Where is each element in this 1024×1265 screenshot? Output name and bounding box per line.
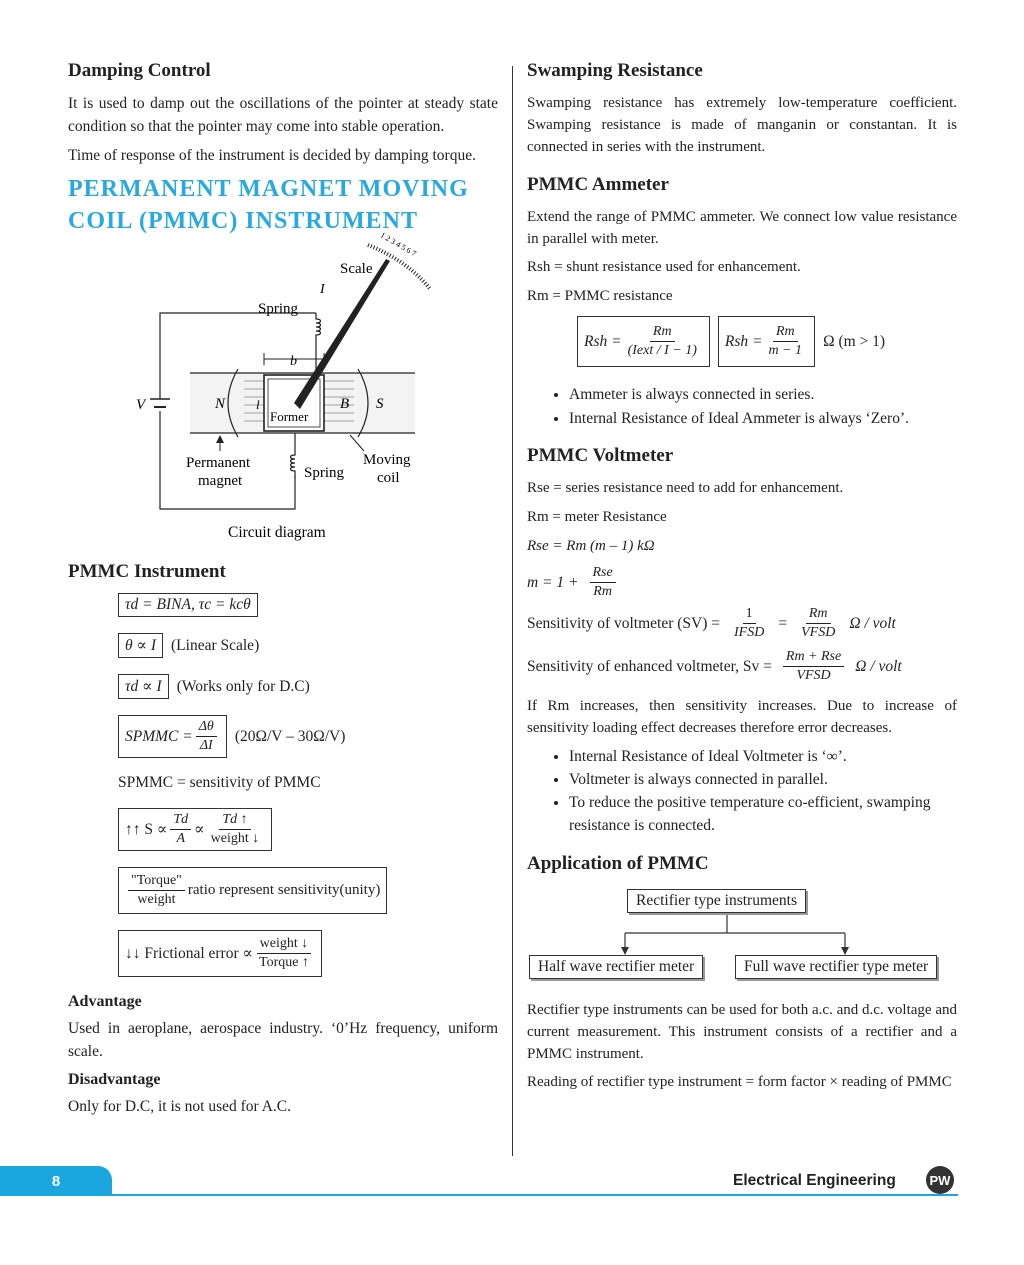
rectifier-text: Rectifier type instruments can be used for both a.c. and d.c. voltage and current measurement. This instrument consists of a rectifier and a PMMC instrument. — [527, 1002, 957, 1062]
scale-arc — [368, 245, 430, 289]
formula-dc-only: τd ∝ I (Works only for D.C) — [68, 674, 498, 699]
column-divider — [512, 66, 513, 1156]
label-magnet: magnet — [198, 473, 243, 489]
voltmeter-sensitivity-formula: Sensitivity of voltmeter (SV) = $\frac{1}{\text{IFSD}}$ = $\frac{Rm}{\text{VFSD}}$ Ω / volt — [527, 606, 896, 640]
label-permanent: Permanent — [186, 455, 251, 471]
disadvantage-title: Disadvantage — [68, 1071, 161, 1088]
damping-paragraph-1: It is used to damp out the oscillations of the pointer at steady state condition so that the pointer may come into stable operation. — [68, 95, 498, 135]
pmmc-section-title: PERMANENT MAGNET MOVING COIL (PMMC) INSTRUMENT — [68, 176, 469, 234]
ammeter-bullets — [527, 383, 957, 431]
flow-top-box: Rectifier type instruments — [627, 889, 806, 913]
disadvantage-text: Only for D.C, it is not used for A.C. — [68, 1098, 292, 1115]
label-moving: Moving — [363, 452, 411, 468]
swamping-text: Swamping resistance has extremely low-temperature coefficient. Swamping resistance is made of manganin or constantan. It is connected in series with the instrument. — [527, 95, 957, 155]
sensitivity-text: If Rm increases, then sensitivity increases. Due to increase of sensitivity loading effect decreases therefore error decreases. — [527, 698, 957, 736]
page-number: 8 — [0, 1166, 112, 1196]
application-flowchart — [527, 885, 957, 985]
scale-ticks: 1 2 3 4 5 6 7 — [378, 230, 418, 259]
m-formula: m = 1 + $\frac{\text{Rse}}{Rm}$ — [527, 564, 957, 601]
ammeter-text: Extend the range of PMMC ammeter. We connect low value resistance in parallel with meter. — [527, 209, 957, 247]
label-spring-top: Spring — [258, 301, 299, 317]
label-current: I — [320, 282, 325, 297]
list-item: • Ammeter is always connected in series. — [569, 383, 957, 407]
voltmeter-title: PMMC Voltmeter — [527, 445, 674, 466]
voltmeter-bullets — [527, 745, 957, 837]
reading-text: Reading of rectifier type instrument = form factor × reading of PMMC — [527, 1074, 952, 1090]
pmmc-circuit-diagram — [68, 230, 498, 551]
label-spring-bottom: Spring — [304, 465, 345, 481]
rm-definition-2: Rm = meter Resistance — [527, 509, 667, 525]
label-former: Former — [270, 409, 309, 424]
formula-torque-weight: $\frac{\text{"Torque"}}{\text{weight}}$ ratio represent sensitivity(unity) — [68, 867, 498, 914]
formula-torque: τd = BINA, τc = kcθ — [68, 593, 498, 617]
shunt-formulas: Rsh = $\frac{Rm}{\text{(Iext / I − 1)}}$ Rsh = $\frac{Rm}{m - 1}$ Ω (m > 1) — [527, 316, 957, 367]
label-scale: Scale — [340, 261, 373, 277]
rm-definition: Rm = PMMC resistance — [527, 288, 673, 304]
footer-rule — [112, 1194, 958, 1196]
advantage-title: Advantage — [68, 993, 142, 1010]
damping-paragraph-2: Time of response of the instrument is decided by damping torque. — [68, 147, 476, 164]
list-item: • Voltmeter is always connected in parallel. — [569, 768, 957, 791]
label-b-field: B — [340, 396, 350, 412]
list-item: • Internal Resistance of Ideal Voltmeter is ‘∞’. — [569, 745, 957, 768]
formula-frictional-error: ↓↓ Frictional error ∝ $\frac{\text{weight ↓}}{\text{Torque ↑}}$ — [68, 930, 498, 977]
formula-sensitivity: SPMMC = $\frac{\Delta\theta}{\Delta I}$ (20Ω/V – 30Ω/V) — [68, 715, 498, 758]
spring-bottom — [291, 433, 296, 478]
sensitivity-definition: SPMMC = sensitivity of PMMC — [118, 774, 321, 791]
formula-linear-scale: θ ∝ I (Linear Scale) — [68, 633, 498, 658]
label-b: b — [290, 354, 297, 369]
right-column — [527, 60, 957, 1099]
enhanced-sensitivity-formula: Sensitivity of enhanced voltmeter, Sv = $\frac{\text{Rm + Rse}}{\text{VFSD}}$ Ω / volt — [527, 649, 902, 683]
label-l: l — [256, 397, 260, 412]
flow-right-box: Full wave rectifier type meter — [735, 955, 937, 979]
application-title: Application of PMMC — [527, 853, 709, 874]
label-v: V — [136, 397, 146, 413]
flow-left-box: Half wave rectifier meter — [529, 955, 703, 979]
damping-title: Damping Control — [68, 60, 211, 81]
left-column — [68, 60, 498, 1124]
rse-formula: Rse = Rm (m – 1) kΩ — [527, 538, 655, 554]
list-item: • Internal Resistance of Ideal Ammeter is always ‘Zero’. — [569, 407, 957, 431]
label-coil: coil — [377, 470, 400, 486]
pw-logo-icon: PW — [926, 1166, 954, 1194]
pmmc-instrument-title: PMMC Instrument — [68, 561, 226, 582]
rse-definition: Rse = series resistance need to add for enhancement. — [527, 480, 844, 496]
formula-sensitivity-proportional: ↑↑ S ∝ $\frac{Td}{A}$ ∝ $\frac{Td ↑}{\text{weight ↓}}$ — [68, 808, 498, 851]
label-s: S — [376, 396, 384, 412]
rsh-definition: Rsh = shunt resistance used for enhancement. — [527, 259, 801, 275]
label-n: N — [215, 396, 226, 412]
footer-subject: Electrical Engineering — [733, 1172, 896, 1189]
advantage-text: Used in aeroplane, aerospace industry. ‘0’Hz frequency, uniform scale. — [68, 1020, 498, 1060]
swamping-title: Swamping Resistance — [527, 60, 703, 81]
diagram-caption: Circuit diagram — [228, 524, 326, 541]
list-item: • To reduce the positive temperature co-efficient, swamping resistance is connected. — [569, 791, 957, 837]
ammeter-title: PMMC Ammeter — [527, 174, 669, 195]
